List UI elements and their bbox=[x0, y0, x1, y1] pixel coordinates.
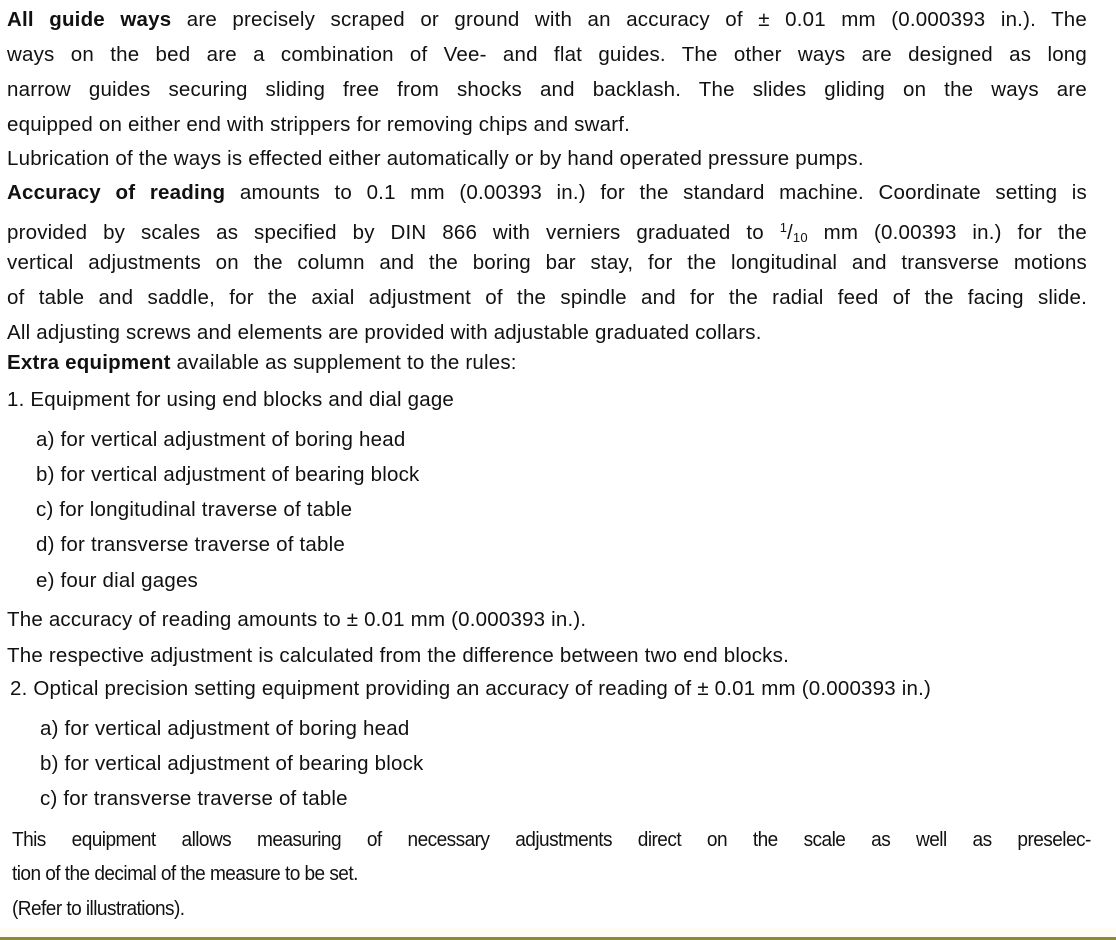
item1-sub-b: b) for vertical adjustment of bearing block bbox=[36, 463, 420, 486]
para1-text: are precisely scraped or ground with an accuracy of ± 0.01 mm (0.000393 in.). The bbox=[171, 8, 1087, 31]
item2-title: 2. Optical precision setting equipment providing an accuracy of reading of ± 0.01 mm (0.000393 in.) bbox=[10, 677, 932, 700]
fraction-numerator: 1 bbox=[779, 220, 788, 235]
para2-line2-before: provided by scales as specified by DIN 866 with verniers graduated to bbox=[7, 221, 780, 244]
fraction-denominator: 10 bbox=[792, 230, 808, 245]
para2-line3: vertical adjustments on the column and the boring bar stay, for the longitudinal and transverse motions bbox=[7, 251, 1087, 274]
item1-sub-e: e) four dial gages bbox=[36, 569, 199, 592]
item1-sub-d: d) for transverse traverse of table bbox=[36, 533, 345, 556]
item2-sub-c: c) for transverse traverse of table bbox=[40, 787, 348, 810]
closing-line3: (Refer to illustrations). bbox=[12, 897, 185, 920]
para2-text: amounts to 0.1 mm (0.00393 in.) for the standard machine. Coordinate setting is bbox=[225, 181, 1087, 204]
lubrication-text: Lubrication of the ways is effected either automatically or by hand operated pressure pumps. bbox=[7, 147, 864, 170]
collars-text: All adjusting screws and elements are provided with adjustable graduated collars. bbox=[7, 321, 762, 344]
item1-note1: The accuracy of reading amounts to ± 0.01 mm (0.000393 in.). bbox=[7, 608, 587, 631]
para2-line2-after: mm (0.00393 in.) for the bbox=[807, 221, 1087, 244]
closing-line2: tion of the decimal of the measure to be set. bbox=[12, 862, 358, 885]
para2-line1 bbox=[7, 181, 1087, 205]
item1-sub-c: c) for longitudinal traverse of table bbox=[36, 498, 353, 521]
item2-sub-a: a) for vertical adjustment of boring head bbox=[40, 717, 410, 740]
fraction-slash: / bbox=[787, 222, 793, 244]
item1-sub-a: a) for vertical adjustment of boring head bbox=[36, 428, 406, 451]
closing-line1: This equipment allows measuring of necessary adjustments direct on the scale as well as preselec- bbox=[12, 828, 1091, 851]
item1-title: 1. Equipment for using end blocks and dial gage bbox=[7, 388, 455, 411]
extra-bold-lead: Extra equipment bbox=[7, 351, 171, 374]
para2-line2 bbox=[7, 216, 1087, 250]
para2-line4: of table and saddle, for the axial adjustment of the spindle and for the radial feed of the facing slide. bbox=[7, 286, 1087, 309]
bottom-strip bbox=[0, 928, 1116, 937]
para1-line1 bbox=[7, 8, 1087, 32]
extra-text: available as supplement to the rules: bbox=[170, 351, 517, 374]
item2-sub-b: b) for vertical adjustment of bearing block bbox=[40, 752, 424, 775]
para1-bold-lead: All guide ways bbox=[7, 8, 172, 31]
item1-note2: The respective adjustment is calculated from the difference between two end blocks. bbox=[7, 644, 789, 667]
extra-equipment-heading bbox=[7, 351, 517, 375]
para2-bold-lead: Accuracy of reading bbox=[7, 181, 226, 204]
para1-line2: ways on the bed are a combination of Vee- and flat guides. The other ways are designed as long bbox=[7, 43, 1087, 66]
fraction-one-tenth bbox=[780, 221, 808, 244]
para1-line4: equipped on either end with strippers for removing chips and swarf. bbox=[7, 113, 631, 136]
para1-line3: narrow guides securing sliding free from shocks and backlash. The slides gliding on the ways are bbox=[7, 78, 1087, 101]
